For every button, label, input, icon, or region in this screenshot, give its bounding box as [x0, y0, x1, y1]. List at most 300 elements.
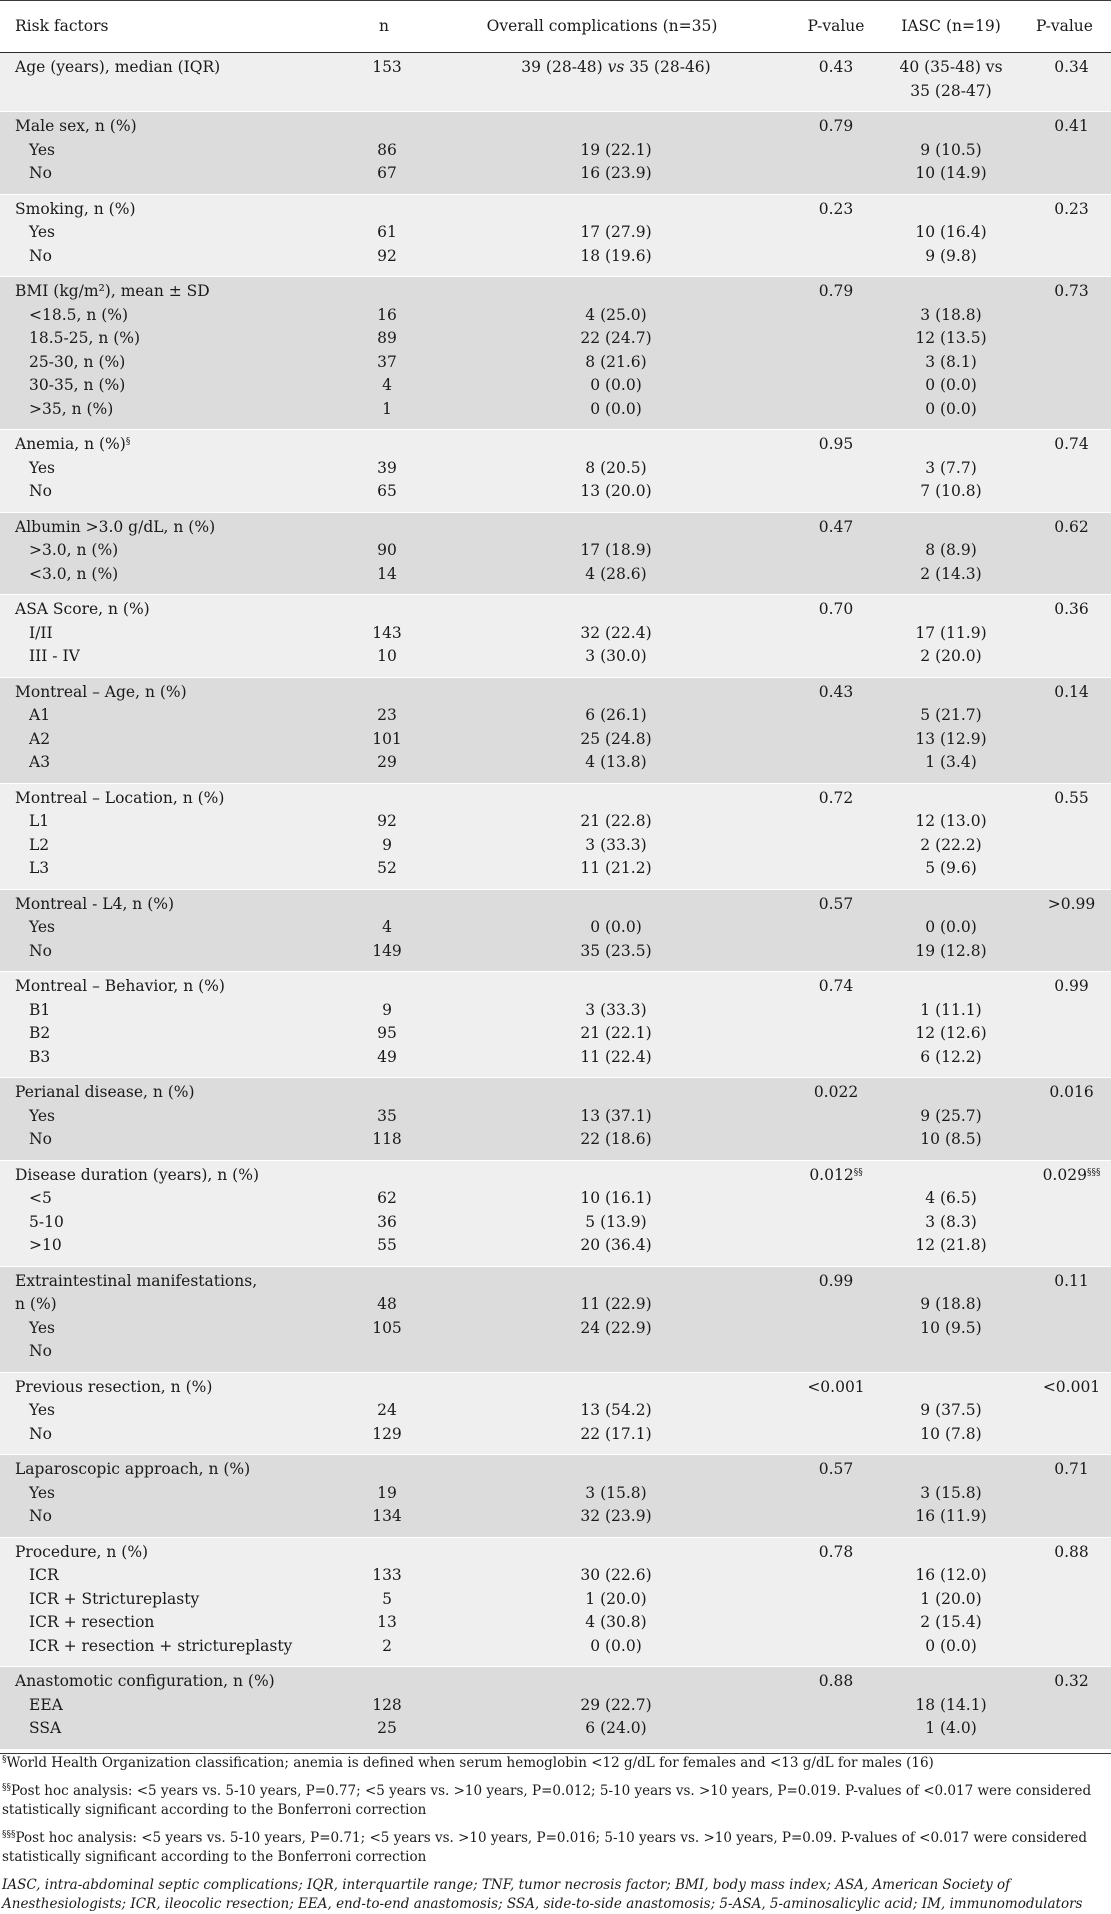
row-label: A1 — [29, 706, 51, 724]
p-value-text: 0.41 — [1054, 117, 1089, 135]
cell-p-value — [788, 1537, 884, 1564]
cell-iasc: 3 (8.3) — [925, 1212, 977, 1231]
overall-value-b: 35 (28-46) — [624, 58, 711, 76]
cell-p-value: 0.43 — [818, 58, 854, 76]
cell-n: 16 — [377, 305, 397, 324]
table-row — [0, 139, 1111, 163]
table-row — [0, 916, 1111, 940]
row-label: No — [29, 1507, 52, 1525]
group-label-text: BMI (kg/m²), mean ± SD — [15, 282, 210, 300]
cell-iasc — [884, 1455, 1018, 1482]
cell-p-value-iasc — [1018, 277, 1111, 304]
group-label-text: Perianal disease, n (%) — [15, 1083, 195, 1101]
cell-overall: 8 (21.6) — [585, 352, 647, 371]
cell-p-value-iasc — [1018, 1340, 1111, 1372]
row-label: L1 — [29, 812, 50, 830]
header-n: n — [352, 1, 416, 53]
cell-iasc: 10 (14.9) — [915, 164, 987, 182]
cell-iasc: 10 (8.5) — [920, 1130, 982, 1148]
cell-p-value-iasc — [1018, 1505, 1111, 1537]
cell-p-value-iasc: 0.34 — [1054, 58, 1089, 76]
cell-p-value — [788, 857, 884, 889]
cell-n: 62 — [377, 1189, 397, 1207]
cell-p-value — [788, 1482, 884, 1506]
cell-p-value-iasc — [1018, 194, 1111, 221]
cell-iasc: 0 (0.0) — [925, 399, 977, 418]
cell-n: 52 — [377, 859, 397, 877]
p-value-text: 0.14 — [1054, 682, 1089, 701]
risk-factor-group — [0, 1455, 1111, 1538]
cell-overall: 22 (17.1) — [580, 1424, 652, 1443]
p-value-text: 0.74 — [1054, 435, 1089, 453]
row-label: Yes — [29, 140, 56, 159]
cell-n — [352, 430, 416, 457]
cell-p-value-iasc — [1018, 889, 1111, 916]
cell-iasc — [884, 677, 1018, 704]
cell-iasc: 5 (9.6) — [925, 859, 977, 877]
cell-iasc: 7 (10.8) — [920, 482, 982, 500]
cell-overall — [416, 194, 788, 221]
cell-iasc: 10 (7.8) — [920, 1424, 982, 1443]
cell-p-value — [788, 1160, 884, 1187]
cell-iasc — [884, 1340, 1018, 1372]
cell-p-value-iasc — [1018, 1372, 1111, 1399]
table-row — [0, 1022, 1111, 1046]
cell-overall: 8 (20.5) — [585, 458, 647, 477]
group-header-row — [0, 595, 1111, 622]
cell-n: 36 — [377, 1212, 397, 1231]
cell-iasc: 13 (12.9) — [915, 729, 987, 748]
group-age — [0, 53, 1111, 112]
table-row — [0, 1505, 1111, 1537]
cell-p-value-iasc — [1018, 1694, 1111, 1718]
cell-overall: 0 (0.0) — [590, 1636, 642, 1655]
group-header-row — [0, 783, 1111, 810]
table-row — [0, 457, 1111, 481]
cell-iasc: 9 (10.5) — [920, 140, 982, 159]
group-header-row — [0, 1160, 1111, 1187]
row-label: <3.0, n (%) — [29, 564, 119, 583]
cell-p-value-iasc — [1018, 940, 1111, 972]
cell-p-value-iasc — [1018, 783, 1111, 810]
table-row — [0, 999, 1111, 1023]
cell-overall: 17 (27.9) — [580, 223, 652, 241]
group-label — [0, 972, 352, 999]
row-label: 5-10 — [29, 1212, 64, 1231]
cell-overall — [416, 783, 788, 810]
table-row — [0, 622, 1111, 646]
cell-p-value-iasc — [1018, 704, 1111, 728]
header-risk-factors: Risk factors — [0, 1, 352, 53]
cell-overall: 0 (0.0) — [590, 399, 642, 418]
cell-p-value — [788, 1046, 884, 1078]
cell-p-value-iasc — [1018, 595, 1111, 622]
row-label: Yes — [29, 1106, 56, 1125]
p-value-text: 0.73 — [1054, 282, 1089, 300]
cell-iasc — [884, 277, 1018, 304]
table-row — [0, 1564, 1111, 1588]
cell-overall: 22 (24.7) — [580, 329, 652, 347]
table-row — [0, 53, 1111, 112]
p-value-text: 0.012 — [809, 1165, 854, 1184]
group-header-row — [0, 1266, 1111, 1293]
group-header-row — [0, 1455, 1111, 1482]
cell-p-value — [788, 162, 884, 194]
table-row — [0, 751, 1111, 783]
cell-p-value — [788, 645, 884, 677]
cell-p-value-iasc — [1018, 1078, 1111, 1105]
cell-overall: 32 (23.9) — [580, 1507, 652, 1525]
cell-p-value-iasc — [1018, 1317, 1111, 1341]
cell-n: 90 — [377, 541, 397, 559]
cell-overall: 19 (22.1) — [580, 140, 652, 159]
cell-iasc: 4 (6.5) — [925, 1189, 977, 1207]
cell-overall: 3 (30.0) — [585, 647, 647, 665]
row-label: >35, n (%) — [29, 399, 114, 418]
cell-overall — [416, 595, 788, 622]
cell-p-value — [788, 972, 884, 999]
cell-p-value-iasc — [1018, 1482, 1111, 1506]
cell-iasc: 9 (37.5) — [920, 1401, 982, 1419]
cell-n: 133 — [372, 1566, 402, 1584]
cell-p-value-iasc — [1018, 1537, 1111, 1564]
table-row — [0, 834, 1111, 858]
cell-iasc — [884, 430, 1018, 457]
cell-iasc: 8 (8.9) — [925, 541, 977, 559]
table-row — [0, 1635, 1111, 1667]
group-label-text: Male sex, n (%) — [15, 117, 137, 135]
cell-p-value-iasc — [1018, 1564, 1111, 1588]
cell-overall: 11 (22.4) — [580, 1047, 652, 1066]
table-row — [0, 351, 1111, 375]
table-header — [0, 1, 1111, 53]
cell-iasc: 9 (25.7) — [920, 1106, 982, 1125]
cell-overall: 21 (22.1) — [580, 1024, 652, 1042]
cell-p-value-iasc — [1018, 1611, 1111, 1635]
table-row — [0, 327, 1111, 351]
cell-overall: 0 (0.0) — [590, 376, 642, 394]
cell-iasc — [884, 112, 1018, 139]
risk-factor-group — [0, 1160, 1111, 1266]
cell-p-value — [788, 1187, 884, 1211]
cell-p-value-iasc — [1018, 1187, 1111, 1211]
row-label: 18.5-25, n (%) — [29, 329, 141, 347]
cell-n: 35 — [377, 1106, 397, 1125]
table-row — [0, 1340, 1111, 1372]
cell-p-value-iasc — [1018, 622, 1111, 646]
group-header-row — [0, 1537, 1111, 1564]
cell-n: 118 — [372, 1130, 402, 1148]
table-row — [0, 539, 1111, 563]
cell-overall — [416, 1455, 788, 1482]
group-label — [0, 112, 352, 139]
cell-p-value-iasc — [1018, 645, 1111, 677]
risk-factor-group — [0, 783, 1111, 889]
table-row — [0, 1717, 1111, 1749]
row-label: ICR + resection — [29, 1613, 155, 1631]
cell-overall: 10 (16.1) — [580, 1189, 652, 1207]
header-iasc: IASC (n=19) — [884, 1, 1018, 53]
cell-p-value-iasc — [1018, 972, 1111, 999]
cell-n: 92 — [377, 812, 397, 830]
cell-n: 5 — [382, 1589, 392, 1608]
cell-n: 61 — [377, 223, 397, 241]
cell-n: 2 — [382, 1636, 392, 1655]
footnote-mark: §§ — [2, 1783, 11, 1793]
row-label: III - IV — [29, 647, 80, 665]
cell-p-value — [788, 430, 884, 457]
cell-p-value — [788, 940, 884, 972]
risk-factor-group — [0, 1266, 1111, 1372]
cell-p-value — [788, 595, 884, 622]
table-row — [0, 162, 1111, 194]
group-header-row — [0, 430, 1111, 457]
group-label — [0, 1537, 352, 1564]
cell-iasc — [884, 1266, 1018, 1293]
cell-overall: 20 (36.4) — [580, 1236, 652, 1254]
table-row — [0, 1317, 1111, 1341]
cell-p-value-iasc — [1018, 1105, 1111, 1129]
row-label: A2 — [29, 729, 51, 748]
p-value-text: 0.36 — [1054, 600, 1089, 618]
cell-p-value — [788, 889, 884, 916]
cell-n: 95 — [377, 1024, 397, 1042]
row-label: B2 — [29, 1024, 51, 1042]
cell-n — [352, 1667, 416, 1694]
table-row — [0, 1128, 1111, 1160]
cell-overall — [416, 972, 788, 999]
group-label-text: Extraintestinal manifestations, — [15, 1271, 258, 1290]
cell-overall: 21 (22.8) — [580, 812, 652, 830]
group-label-text: ASA Score, n (%) — [15, 600, 150, 618]
risk-factor-group — [0, 430, 1111, 513]
cell-p-value — [788, 563, 884, 595]
cell-n: 39 — [377, 458, 397, 477]
cell-n: 29 — [377, 753, 397, 771]
cell-n — [352, 783, 416, 810]
cell-p-value — [788, 1588, 884, 1612]
cell-overall — [416, 1667, 788, 1694]
cell-overall — [416, 512, 788, 539]
cell-iasc: 12 (12.6) — [915, 1024, 987, 1042]
cell-p-value — [788, 1105, 884, 1129]
cell-n — [352, 1078, 416, 1105]
group-label-text: Procedure, n (%) — [15, 1542, 149, 1561]
p-value-text: <0.001 — [1042, 1377, 1101, 1396]
p-value-text: 0.88 — [818, 1672, 854, 1690]
p-value-text: 0.022 — [813, 1083, 859, 1101]
cell-p-value — [788, 480, 884, 512]
cell-p-value-iasc — [1018, 139, 1111, 163]
table-row — [0, 1234, 1111, 1266]
row-label: No — [29, 941, 52, 960]
cell-iasc — [884, 53, 1018, 112]
cell-p-value-iasc — [1018, 1046, 1111, 1078]
cell-n: 1 — [382, 399, 392, 418]
cell-p-value — [788, 277, 884, 304]
cell-overall: 30 (22.6) — [580, 1566, 652, 1584]
row-label: I/II — [29, 623, 53, 642]
cell-overall — [416, 1340, 788, 1372]
cell-p-value — [788, 398, 884, 430]
header-row — [0, 1, 1111, 53]
row-label: >10 — [29, 1236, 62, 1254]
cell-p-value — [788, 1564, 884, 1588]
cell-n — [352, 1266, 416, 1293]
cell-overall: 4 (13.8) — [585, 753, 647, 771]
p-value-text: 0.79 — [818, 117, 854, 135]
group-header-row — [0, 677, 1111, 704]
group-label — [0, 1372, 352, 1399]
row-label: n (%) — [15, 1295, 57, 1313]
cell-p-value-iasc — [1018, 857, 1111, 889]
overall-value-a: 39 (28-48) — [521, 58, 608, 76]
cell-p-value — [788, 512, 884, 539]
cell-n: 67 — [377, 164, 397, 182]
group-header-row — [0, 889, 1111, 916]
cell-overall: 24 (22.9) — [580, 1318, 652, 1337]
cell-p-value-iasc — [1018, 480, 1111, 512]
row-label: B1 — [29, 1000, 51, 1019]
group-label — [0, 194, 352, 221]
p-value-text: >0.99 — [1047, 894, 1096, 913]
cell-overall — [416, 1266, 788, 1293]
group-header-row — [0, 1078, 1111, 1105]
cell-overall: 16 (23.9) — [580, 164, 652, 182]
cell-p-value — [788, 139, 884, 163]
table-row — [0, 1211, 1111, 1235]
p-value-text: 0.79 — [818, 282, 854, 300]
cell-n: 14 — [377, 564, 397, 583]
cell-overall: 6 (24.0) — [585, 1719, 647, 1737]
cell-p-value-iasc — [1018, 1160, 1111, 1187]
risk-factor-group — [0, 1372, 1111, 1455]
group-label — [0, 677, 352, 704]
cell-iasc: 2 (22.2) — [920, 835, 982, 854]
cell-p-value-iasc — [1018, 221, 1111, 245]
cell-overall: 13 (20.0) — [580, 482, 652, 500]
p-value-text: 0.78 — [818, 1542, 854, 1561]
group-header-row — [0, 512, 1111, 539]
footnote — [0, 1754, 1111, 1773]
cell-n — [352, 595, 416, 622]
cell-overall — [416, 889, 788, 916]
p-value-text: 0.88 — [1054, 1542, 1089, 1561]
cell-n — [352, 972, 416, 999]
p-value-text: 0.11 — [1054, 1271, 1089, 1290]
row-label: L2 — [29, 835, 50, 854]
row-label: EEA — [29, 1695, 63, 1714]
cell-overall: 11 (21.2) — [580, 859, 652, 877]
group-header-row — [0, 972, 1111, 999]
table-row — [0, 1105, 1111, 1129]
group-label — [0, 512, 352, 539]
abbreviations: IASC, intra-abdominal septic complications; IQR, interquartile range; TNF, tumor necrosis factor; BMI, body mass index; ASA, American Society of Anesthesiologists; ICR, ileocolic resection; EEA, end-to-end anastomosis; SSA, side-to-side anastomosis; 5-ASA, 5-aminosalicylic acid; IM, immunomodulators — [2, 1877, 1083, 1912]
cell-p-value-iasc — [1018, 810, 1111, 834]
cell-p-value — [788, 1717, 884, 1749]
cell-iasc: 3 (8.1) — [925, 352, 977, 371]
iasc-line-2: 35 (28-47) — [910, 81, 992, 100]
table-row — [0, 857, 1111, 889]
cell-p-value — [788, 1340, 884, 1372]
cell-p-value — [788, 1266, 884, 1293]
cell-p-value — [788, 1293, 884, 1317]
group-label-text: Montreal – Age, n (%) — [15, 682, 187, 701]
table-footnotes — [0, 1753, 1111, 1914]
cell-p-value-iasc — [1018, 1293, 1111, 1317]
table-row — [0, 1293, 1111, 1317]
cell-overall: 11 (22.9) — [580, 1295, 652, 1313]
cell-p-value-iasc — [1018, 457, 1111, 481]
cell-overall: 13 (54.2) — [580, 1401, 652, 1419]
cell-p-value-iasc — [1018, 999, 1111, 1023]
cell-overall: 18 (19.6) — [580, 246, 652, 265]
risk-factor-group — [0, 1537, 1111, 1667]
cell-p-value-iasc — [1018, 1667, 1111, 1694]
cell-n: 86 — [377, 140, 397, 159]
cell-n: 153 — [372, 58, 402, 76]
table-row — [0, 1611, 1111, 1635]
row-label: <18.5, n (%) — [29, 305, 129, 324]
cell-iasc — [884, 512, 1018, 539]
cell-n: 23 — [377, 706, 397, 724]
risk-factor-group — [0, 1667, 1111, 1750]
cell-n — [352, 889, 416, 916]
cell-iasc: 10 (16.4) — [915, 223, 987, 241]
group-label-text: Anastomotic configuration, n (%) — [15, 1672, 275, 1690]
table-row — [0, 1482, 1111, 1506]
cell-n — [352, 1455, 416, 1482]
cell-n — [352, 1340, 416, 1372]
cell-overall: 4 (28.6) — [585, 564, 647, 583]
p-value-text: 0.43 — [818, 682, 854, 701]
cell-overall: 3 (33.3) — [585, 1000, 647, 1019]
cell-n: 143 — [372, 623, 402, 642]
cell-p-value — [788, 622, 884, 646]
cell-p-value-iasc — [1018, 539, 1111, 563]
risk-factor-group — [0, 595, 1111, 678]
row-label: Yes — [29, 1318, 56, 1337]
cell-n: 92 — [377, 246, 397, 265]
cell-p-value — [788, 999, 884, 1023]
cell-p-value-iasc — [1018, 351, 1111, 375]
row-label: No — [29, 1342, 52, 1360]
iasc-line-1: 40 (35-48) vs — [899, 58, 1003, 76]
row-label: ICR + resection + strictureplasty — [29, 1636, 293, 1655]
cell-p-value — [788, 810, 884, 834]
cell-iasc: 3 (18.8) — [920, 305, 982, 324]
row-label: B3 — [29, 1047, 51, 1066]
group-header-row — [0, 1372, 1111, 1399]
cell-iasc: 9 (9.8) — [925, 246, 977, 265]
cell-n — [352, 677, 416, 704]
cell-p-value-iasc — [1018, 728, 1111, 752]
p-value-text: 0.99 — [1054, 977, 1089, 995]
risk-factor-group — [0, 194, 1111, 277]
cell-iasc: 2 (15.4) — [920, 1613, 982, 1631]
table-row — [0, 1187, 1111, 1211]
risk-factor-group — [0, 972, 1111, 1078]
p-value-text: 0.55 — [1054, 788, 1089, 807]
cell-p-value-iasc — [1018, 162, 1111, 194]
cell-overall — [416, 277, 788, 304]
row-label: Yes — [29, 458, 56, 477]
table-row — [0, 304, 1111, 328]
row-label: Yes — [29, 1483, 56, 1502]
row-label: No — [29, 1130, 52, 1148]
cell-overall — [416, 1372, 788, 1399]
cell-n: 101 — [372, 729, 402, 748]
